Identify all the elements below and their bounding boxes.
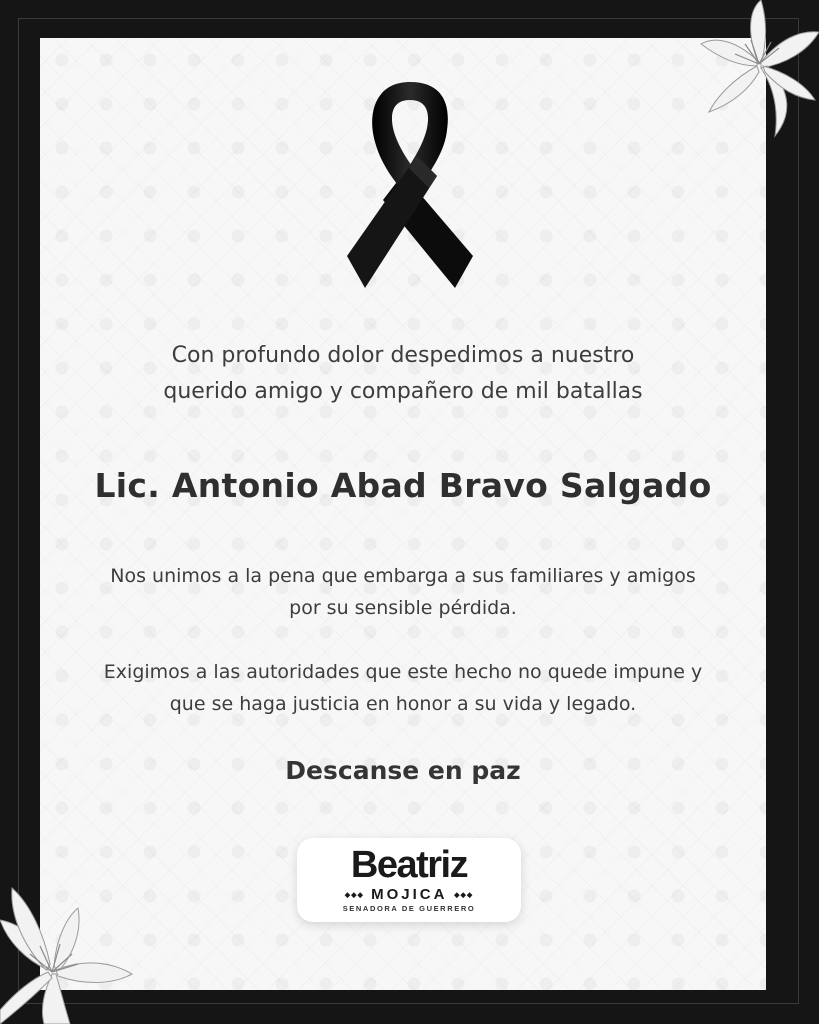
intro-text	[40, 338, 766, 410]
diamond-pattern-icon: ◆◆◆	[344, 892, 364, 900]
justice-line-1: Exigimos a las autoridades que este hecho no quede impune y	[103, 661, 703, 683]
condolence-paragraph	[40, 560, 766, 624]
deceased-name: Lic. Antonio Abad Bravo Salgado	[94, 466, 712, 505]
mourning-ribbon-icon	[345, 80, 475, 292]
justice-paragraph	[40, 656, 766, 720]
senator-logo	[297, 838, 521, 922]
justice-line-2: que se haga justicia en honor a su vida y legado.	[169, 693, 637, 715]
closing-text: Descanse en paz	[285, 756, 521, 785]
condolence-line-2: por su sensible pérdida.	[289, 597, 517, 619]
logo-surname: MOJICA	[371, 886, 447, 903]
diamond-pattern-icon: ◆◆◆	[454, 892, 474, 900]
intro-line-1: Con profundo dolor despedimos a nuestro	[171, 343, 635, 368]
intro-line-2: querido amigo y compañero de mil batallas	[163, 379, 643, 404]
lily-flower-icon	[0, 884, 140, 1024]
logo-surname-row	[297, 886, 521, 903]
lily-flower-icon	[695, 0, 819, 140]
condolence-line-1: Nos unimos a la pena que embarga a sus familiares y amigos	[110, 565, 696, 587]
logo-name: Beatriz	[350, 844, 468, 886]
logo-tagline: SENADORA DE GUERRERO	[342, 904, 476, 913]
